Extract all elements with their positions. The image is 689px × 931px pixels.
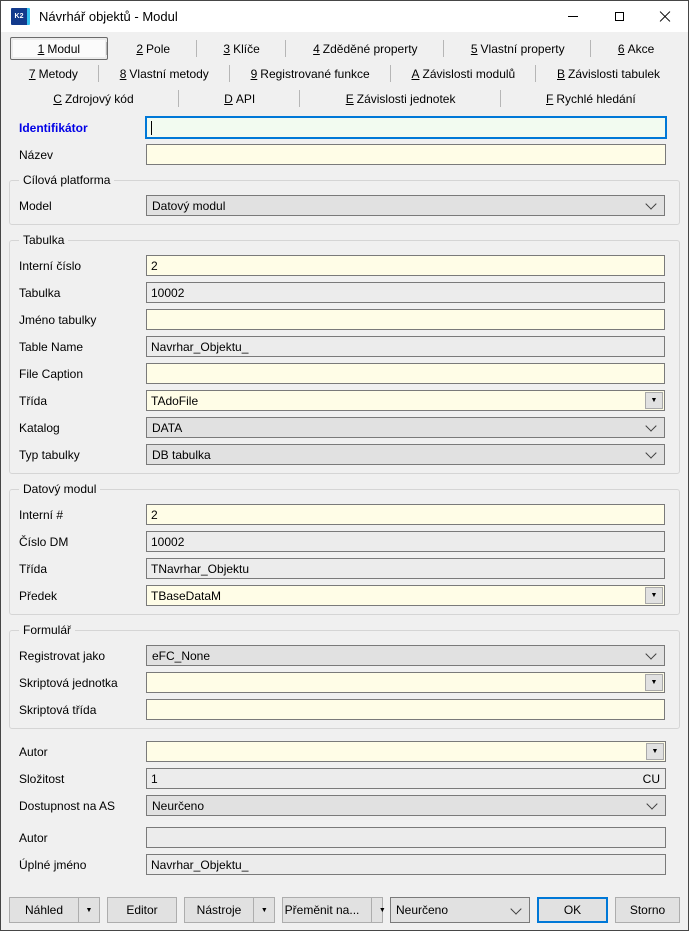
tab-zdrojovy-kod[interactable] xyxy=(8,86,179,111)
premenit-na-button[interactable]: Přeměnit na... xyxy=(284,903,360,917)
dostupnost-as-value: Neurčeno xyxy=(152,798,205,813)
predek-value: TBaseDataM xyxy=(151,588,222,603)
dostupnost-as-dropdown[interactable] xyxy=(146,795,666,816)
registrovat-jako-dropdown[interactable] xyxy=(146,645,665,666)
close-button[interactable] xyxy=(642,1,688,32)
window-title: Návrhář objektů - Modul xyxy=(39,9,178,24)
tab-klice[interactable] xyxy=(197,36,287,61)
dropdown-arrow-icon: ▼ xyxy=(260,906,268,914)
chevron-down-icon xyxy=(645,420,656,431)
typ-tabulky-value: DB tabulka xyxy=(152,447,211,462)
model-value: Datový modul xyxy=(152,198,226,213)
trida-combobox[interactable] xyxy=(146,390,665,411)
group-formular xyxy=(9,623,680,729)
field-row-interni xyxy=(19,504,665,525)
editor-button-label: Editor xyxy=(126,903,158,917)
identifikator-input[interactable] xyxy=(147,118,665,137)
tab-label: Registrované funkce xyxy=(260,66,370,81)
field-row-autor xyxy=(19,827,666,848)
uplne-jmeno-input xyxy=(147,855,665,874)
tab-modul[interactable] xyxy=(10,37,108,60)
nahled-button[interactable]: Náhled xyxy=(24,903,64,917)
field-row-model xyxy=(19,195,665,216)
cislo-dm-label: Číslo DM xyxy=(19,534,69,549)
tab-accelerator: 2 xyxy=(136,41,144,56)
dostupnost-as-label: Dostupnost na AS xyxy=(19,798,116,813)
field-row-interni-cislo xyxy=(19,255,665,276)
skriptova-jednotka-dropdown-button[interactable] xyxy=(645,674,663,691)
text-caret xyxy=(151,121,152,135)
dropdown-arrow-icon: ▼ xyxy=(378,906,386,914)
dm-trida-field xyxy=(146,558,665,579)
tabulka-label: Tabulka xyxy=(19,285,61,300)
tab-accelerator: 3 xyxy=(223,41,231,56)
tab-label: Zděděné property xyxy=(322,41,418,56)
dropdown-arrow-icon: ▼ xyxy=(650,679,658,686)
trida-dropdown-button[interactable] xyxy=(645,392,663,409)
tab-api[interactable] xyxy=(179,86,301,111)
tab-row-2 xyxy=(3,61,686,86)
trida-value: TAdoFile xyxy=(151,393,199,408)
tab-accelerator: 6 xyxy=(617,41,625,56)
ok-button-label: OK xyxy=(563,903,582,917)
interni-field xyxy=(146,504,665,525)
nazev-input[interactable] xyxy=(147,145,665,164)
tab-label: Rychlé hledání xyxy=(556,91,636,106)
tab-vlastni-property[interactable] xyxy=(444,36,591,61)
stav-dropdown[interactable] xyxy=(390,897,530,923)
field-row-tabulka xyxy=(19,282,665,303)
tab-label: Vlastní property xyxy=(480,41,565,56)
tab-zdedene-property[interactable] xyxy=(286,36,444,61)
tab-accelerator: 8 xyxy=(119,66,127,81)
dropdown-arrow-icon: ▼ xyxy=(650,397,658,404)
tab-accelerator: E xyxy=(345,91,354,106)
model-dropdown[interactable] xyxy=(146,195,665,216)
tab-label: Vlastní metody xyxy=(129,66,209,81)
jmeno-tabulky-input[interactable] xyxy=(147,310,664,329)
autor-input xyxy=(147,828,665,847)
tab-strip xyxy=(1,32,688,111)
tab-label: Zdrojový kód xyxy=(64,91,134,106)
tab-label: Pole xyxy=(146,41,171,56)
table-name-input xyxy=(147,337,664,356)
jmeno-tabulky-field xyxy=(146,309,665,330)
tab-label: API xyxy=(235,91,256,106)
tab-accelerator: F xyxy=(545,91,554,106)
field-row-jmeno-tabulky xyxy=(19,309,665,330)
tab-row-3 xyxy=(3,86,686,111)
field-row-file-caption xyxy=(19,363,665,384)
nastroje-menu-button[interactable] xyxy=(253,898,274,922)
slozitost-field xyxy=(146,768,666,789)
chevron-down-icon xyxy=(510,903,521,914)
predek-combobox[interactable] xyxy=(146,585,665,606)
dm-trida-label: Třída xyxy=(19,561,48,576)
field-row-predek xyxy=(19,585,665,606)
minimize-button[interactable] xyxy=(550,1,596,32)
file-caption-field xyxy=(146,363,665,384)
chevron-down-icon xyxy=(645,198,656,209)
typ-tabulky-dropdown[interactable] xyxy=(146,444,665,465)
title-bar xyxy=(1,1,688,32)
uplne-jmeno-field xyxy=(146,854,666,875)
tab-accelerator: 1 xyxy=(37,41,45,56)
slozitost-unit: CU xyxy=(642,771,660,786)
autor-combobox[interactable] xyxy=(146,741,666,762)
storno-button[interactable] xyxy=(615,897,680,923)
close-icon xyxy=(659,11,671,23)
interni-cislo-field xyxy=(146,255,665,276)
katalog-dropdown[interactable] xyxy=(146,417,665,438)
group-tabulka xyxy=(9,233,680,474)
tab-rychle-hledani[interactable] xyxy=(501,86,681,111)
field-row-dostupnost-as xyxy=(19,795,666,816)
field-row-identifikator xyxy=(19,117,666,138)
maximize-icon xyxy=(615,12,624,21)
uplne-jmeno-label: Úplné jméno xyxy=(19,857,87,872)
field-row-katalog xyxy=(19,417,665,438)
tab-row-1 xyxy=(3,36,686,61)
tab-accelerator: 9 xyxy=(250,66,258,81)
group-title: Formulář xyxy=(19,623,75,637)
field-row-cislo-dm xyxy=(19,531,665,552)
tab-label: Modul xyxy=(47,41,81,56)
field-row-uplne-jmeno xyxy=(19,854,666,875)
nazev-field xyxy=(146,144,666,165)
trida-label: Třída xyxy=(19,393,48,408)
predek-label: Předek xyxy=(19,588,58,603)
table-name-label: Table Name xyxy=(19,339,84,354)
chevron-down-icon xyxy=(645,648,656,659)
nahled-menu-button[interactable] xyxy=(78,898,99,922)
tab-label: Metody xyxy=(38,66,78,81)
field-row-skriptova-trida xyxy=(19,699,665,720)
autor-label: Autor xyxy=(19,830,48,845)
k2-app-icon: K2 xyxy=(11,8,30,25)
window-controls xyxy=(550,1,688,32)
katalog-value: DATA xyxy=(152,420,183,435)
tab-zavislosti-jednotek[interactable] xyxy=(300,86,500,111)
nazev-label: Název xyxy=(19,147,54,162)
stav-value: Neurčeno xyxy=(396,903,449,917)
tab-accelerator: 4 xyxy=(313,41,320,56)
tab-label: Akce xyxy=(627,41,655,56)
field-row-autor-combo xyxy=(19,741,666,762)
identifikator-field xyxy=(146,117,666,138)
field-row-table-name xyxy=(19,336,665,357)
skriptova-jednotka-combobox[interactable] xyxy=(146,672,665,693)
nastroje-split-button[interactable] xyxy=(184,897,275,923)
field-row-trida xyxy=(19,390,665,411)
group-title: Tabulka xyxy=(19,233,68,247)
field-row-nazev xyxy=(19,144,666,165)
tabulka-field xyxy=(146,282,665,303)
interni-label: Interní # xyxy=(19,507,64,522)
tab-vlastni-metody[interactable] xyxy=(99,61,230,86)
premenit-na-split-button[interactable] xyxy=(282,897,386,923)
field-row-registrovat-jako xyxy=(19,645,665,666)
dropdown-arrow-icon: ▼ xyxy=(651,748,659,755)
slozitost-label: Složitost xyxy=(19,771,65,786)
tab-label: Klíče xyxy=(233,41,260,56)
skriptova-jednotka-label: Skriptová jednotka xyxy=(19,675,118,690)
typ-tabulky-label: Typ tabulky xyxy=(19,447,80,462)
storno-button-label: Storno xyxy=(629,903,666,917)
interni-input[interactable] xyxy=(147,505,664,524)
tab-zavislosti-modulu[interactable] xyxy=(391,61,537,86)
ok-button[interactable] xyxy=(537,897,608,923)
table-name-field xyxy=(146,336,665,357)
tab-accelerator: 5 xyxy=(470,41,478,56)
tab-accelerator: B xyxy=(557,66,566,81)
editor-button[interactable] xyxy=(107,897,177,923)
autor-field xyxy=(146,827,666,848)
cislo-dm-input xyxy=(147,532,664,551)
dm-trida-input xyxy=(147,559,664,578)
nahled-split-button[interactable] xyxy=(9,897,100,923)
model-label: Model xyxy=(19,198,52,213)
footer-bar xyxy=(1,890,688,930)
registrovat-jako-value: eFC_None xyxy=(152,648,211,663)
form-content xyxy=(1,111,688,930)
group-datovy-modul xyxy=(9,482,680,615)
file-caption-label: File Caption xyxy=(19,366,84,381)
tab-registrovane-funkce[interactable] xyxy=(230,61,391,86)
tab-accelerator: A xyxy=(411,66,420,81)
registrovat-jako-label: Registrovat jako xyxy=(19,648,106,663)
skriptova-trida-field xyxy=(146,699,665,720)
tab-metody[interactable] xyxy=(8,61,99,86)
tab-akce[interactable] xyxy=(591,36,681,61)
autor-dropdown-button[interactable] xyxy=(646,743,664,760)
file-caption-input[interactable] xyxy=(147,364,664,383)
katalog-label: Katalog xyxy=(19,420,60,435)
field-row-dm-trida xyxy=(19,558,665,579)
group-cilova-platforma xyxy=(9,173,680,225)
nastroje-button[interactable]: Nástroje xyxy=(196,903,242,917)
tab-accelerator: C xyxy=(53,91,62,106)
dropdown-arrow-icon: ▼ xyxy=(85,906,93,914)
tabulka-input xyxy=(147,283,664,302)
predek-dropdown-button[interactable] xyxy=(645,587,663,604)
chevron-down-icon xyxy=(645,447,656,458)
field-row-slozitost xyxy=(19,768,666,789)
tab-accelerator: 7 xyxy=(28,66,36,81)
group-title: Cílová platforma xyxy=(19,173,114,187)
interni-cislo-label: Interní číslo xyxy=(19,258,82,273)
skriptova-trida-label: Skriptová třída xyxy=(19,702,97,717)
dropdown-arrow-icon: ▼ xyxy=(650,592,658,599)
field-row-typ-tabulky xyxy=(19,444,665,465)
tab-label: Závislosti jednotek xyxy=(356,91,456,106)
slozitost-value: 1 xyxy=(151,771,158,786)
identifikator-label: Identifikátor xyxy=(19,120,88,135)
tab-label: Závislosti tabulek xyxy=(568,66,661,81)
minimize-icon xyxy=(568,16,578,17)
interni-cislo-input[interactable] xyxy=(147,256,664,275)
tab-label: Závislosti modulů xyxy=(422,66,516,81)
jmeno-tabulky-label: Jméno tabulky xyxy=(19,312,97,327)
tab-accelerator: D xyxy=(224,91,233,106)
chevron-down-icon xyxy=(646,798,657,809)
cislo-dm-field xyxy=(146,531,665,552)
tab-pole[interactable] xyxy=(110,36,197,61)
skriptova-trida-input[interactable] xyxy=(147,700,664,719)
tab-zavislosti-tabulek[interactable] xyxy=(536,61,681,86)
field-row-skriptova-jednotka xyxy=(19,672,665,693)
group-title: Datový modul xyxy=(19,482,100,496)
maximize-button[interactable] xyxy=(596,1,642,32)
autor-combo-label: Autor xyxy=(19,744,48,759)
